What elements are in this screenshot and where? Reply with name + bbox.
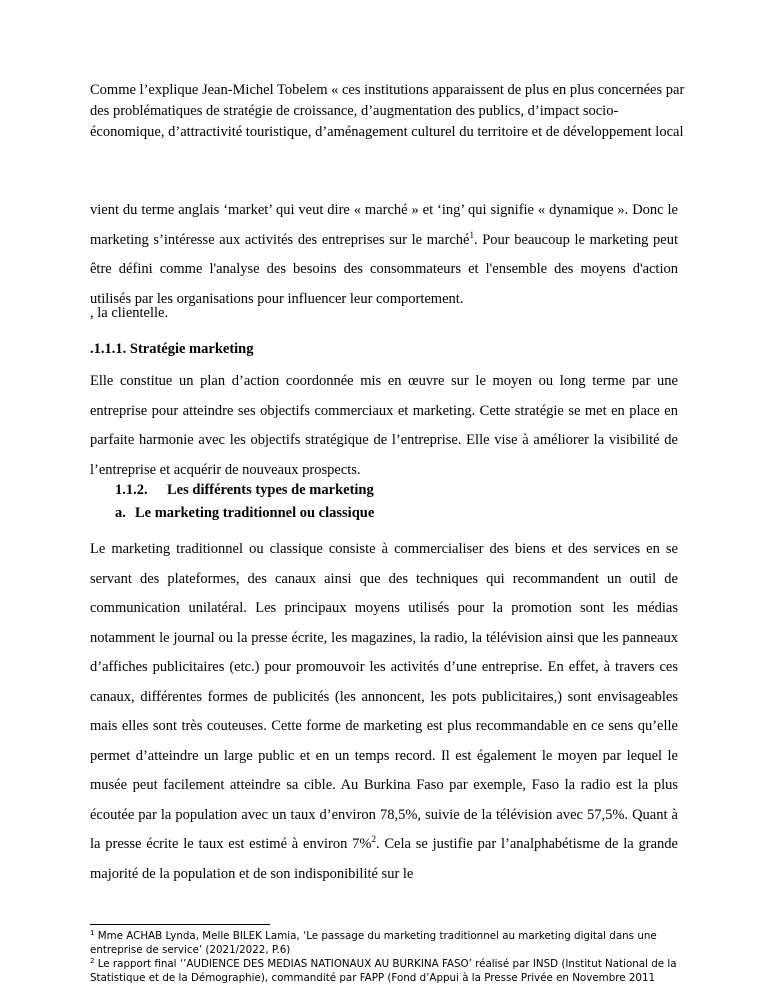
traditionnel-text: Le marketing traditionnel ou classique consiste à commercialiser des biens et des services en se servant des plateformes, des canaux ainsi que des techniques qui recommandent un outil de communication unilatéral. Les principaux moyens utilisés pour la promotion sont les médias notamment le journal ou la presse écrite, les magazines, la radio, la télévision ainsi que les panneaux d’affiches publicitaires (etc.) pour promouvoir les activités d’une entreprise. En effet, à travers ces canaux, différentes formes de publicités (les annoncent, les pots publicitaires,) sont envisageables mais elles sont très couteuses. Cette forme de marketing est plus recommandable en ce sens qu’elle permet d’atteindre un large public et en un temps record. Il est également le moyen par lequel le musée peut facilement atteindre sa cible. Au Burkina Faso par exemple, Faso la radio est la plus écoutée par la population avec un taux d’environ 78,5%, suivie de la télévision avec 57,5%. Quant à la presse écrite le taux est estimé à environ 7% xyxy=(90,541,678,852)
heading-letter: a. xyxy=(115,505,126,521)
footnote-number: 1 xyxy=(90,929,95,937)
traditionnel-paragraph xyxy=(90,535,678,889)
footnote-text: Mme ACHAB Lynda, Melle BILEK Lamia, ‘Le passage du marketing traditionnel au marketing digital dans une entreprise de service’ (2021/2022, P.6) xyxy=(90,930,657,956)
footnote-separator xyxy=(90,924,270,925)
heading-types-marketing xyxy=(115,480,374,500)
heading-marketing-traditionnel xyxy=(115,503,374,523)
marketing-definition-paragraph xyxy=(90,196,678,314)
footnote-1 xyxy=(90,929,690,957)
footnote-ref-1[interactable]: 1 xyxy=(469,229,474,240)
footnote-2 xyxy=(90,957,690,985)
marketing-definition-text-cont: . Pour beaucoup le marketing peut être défini comme l'analyse des besoins des consommateurs et l'ensemble des moyens d'action utilisés par les organisations pour influencer leur comportement. xyxy=(90,231,678,307)
quote-paragraph: Comme l’explique Jean-Michel Tobelem « ces institutions apparaissent de plus en plus concernées par des problématiques de stratégie de croissance, d’augmentation des publics, d’impact socio-économique, d’attractivité touristique, d’aménagement culturel du territoire et de développement local xyxy=(90,82,685,140)
fragment-line: , la clientelle. xyxy=(90,305,169,321)
heading-number: 1.1.2. xyxy=(115,482,148,498)
footnote-ref-2[interactable]: 2 xyxy=(371,834,376,844)
footnote-number: 2 xyxy=(90,957,95,965)
traditionnel-text-cont: . Cela se justifie par l’analphabétisme de la grande majorité de la population et de son indisponibilité sur le xyxy=(90,836,678,882)
strategie-paragraph: Elle constitue un plan d’action coordonnée mis en œuvre sur le moyen ou long terme par une entreprise pour atteindre ses objectifs commerciaux et marketing. Cette stratégie se met en place en parfaite harmonie avec les objectifs stratégique de l’entreprise. Elle vise à améliorer la visibilité de l’entreprise et acquérir de nouveaux prospects. xyxy=(90,373,678,478)
heading-title: Les différents types de marketing xyxy=(167,482,374,498)
footnote-text: Le rapport final ‘’AUDIENCE DES MEDIAS NATIONAUX AU BURKINA FASO’ réalisé par INSD (Institut National de la Statistique et de la Démographie), commandité par FAPP (Fond d’Appui à la Presse Privée en Novembre 2011 xyxy=(90,958,677,984)
heading-title: Le marketing traditionnel ou classique xyxy=(135,505,375,521)
marketing-definition-text: vient du terme anglais ‘market’ qui veut dire « marché » et ‘ing’ qui signifie « dynamique ». Donc le marketing s’intéresse aux activités des entreprises sur le marché xyxy=(90,202,678,248)
heading-strategie-marketing: .1.1.1. Stratégie marketing xyxy=(90,341,254,357)
footnotes xyxy=(90,929,690,985)
